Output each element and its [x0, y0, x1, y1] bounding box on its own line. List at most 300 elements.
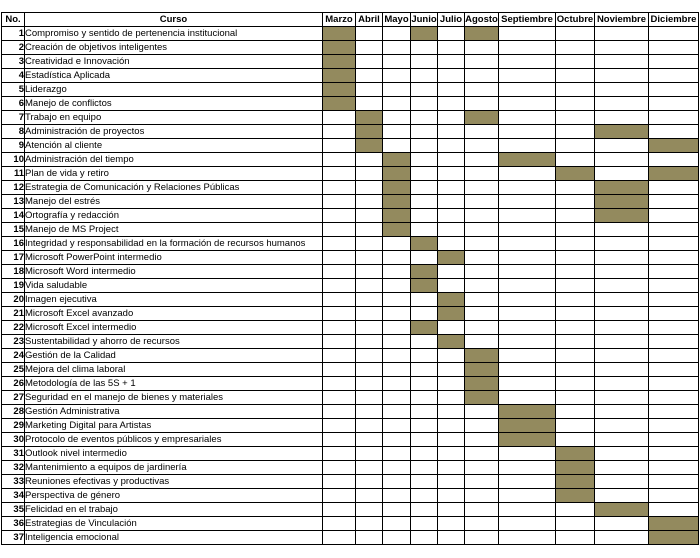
- schedule-cell-julio-scheduled: [438, 335, 465, 349]
- schedule-cell-septiembre: [499, 377, 556, 391]
- row-number: 14: [2, 209, 25, 223]
- course-name: Ortografía y redacción: [25, 209, 323, 223]
- schedule-cell-septiembre-scheduled: [499, 405, 556, 419]
- schedule-cell-mayo: [383, 27, 411, 41]
- row-number: 23: [2, 335, 25, 349]
- schedule-cell-diciembre: [649, 391, 699, 405]
- schedule-cell-diciembre-scheduled: [649, 167, 699, 181]
- schedule-cell-mayo-scheduled: [383, 181, 411, 195]
- schedule-cell-diciembre-scheduled: [649, 139, 699, 153]
- schedule-cell-agosto-scheduled: [465, 349, 499, 363]
- schedule-cell-septiembre: [499, 181, 556, 195]
- schedule-cell-noviembre: [595, 69, 649, 83]
- schedule-cell-junio: [411, 293, 438, 307]
- schedule-cell-noviembre: [595, 349, 649, 363]
- schedule-cell-mayo-scheduled: [383, 167, 411, 181]
- schedule-cell-mayo: [383, 447, 411, 461]
- schedule-cell-mayo-scheduled: [383, 153, 411, 167]
- schedule-cell-diciembre: [649, 237, 699, 251]
- row-number: 36: [2, 517, 25, 531]
- schedule-cell-diciembre: [649, 461, 699, 475]
- schedule-cell-agosto-scheduled: [465, 363, 499, 377]
- schedule-cell-abril: [356, 475, 383, 489]
- schedule-cell-diciembre: [649, 41, 699, 55]
- schedule-cell-septiembre: [499, 503, 556, 517]
- schedule-cell-septiembre: [499, 279, 556, 293]
- header-month-noviembre: Noviembre: [595, 13, 649, 27]
- schedule-cell-marzo: [323, 489, 356, 503]
- schedule-cell-septiembre: [499, 335, 556, 349]
- schedule-cell-junio: [411, 181, 438, 195]
- schedule-cell-julio: [438, 223, 465, 237]
- schedule-cell-marzo: [323, 377, 356, 391]
- schedule-cell-octubre: [556, 69, 595, 83]
- schedule-cell-octubre: [556, 293, 595, 307]
- schedule-cell-mayo: [383, 293, 411, 307]
- header-month-junio: Junio: [411, 14, 437, 25]
- schedule-cell-junio: [411, 307, 438, 321]
- schedule-cell-octubre: [556, 363, 595, 377]
- schedule-cell-diciembre: [649, 489, 699, 503]
- schedule-cell-diciembre: [649, 433, 699, 447]
- row-number: 5: [2, 83, 25, 97]
- schedule-cell-marzo: [323, 503, 356, 517]
- schedule-cell-abril: [356, 265, 383, 279]
- schedule-cell-abril: [356, 55, 383, 69]
- schedule-cell-octubre: [556, 111, 595, 125]
- schedule-cell-marzo: [323, 251, 356, 265]
- schedule-cell-junio: [411, 363, 438, 377]
- schedule-cell-abril: [356, 489, 383, 503]
- course-name: Vida saludable: [25, 279, 323, 293]
- schedule-cell-septiembre: [499, 321, 556, 335]
- schedule-cell-agosto: [465, 55, 499, 69]
- schedule-cell-julio: [438, 41, 465, 55]
- schedule-cell-mayo: [383, 475, 411, 489]
- schedule-cell-septiembre: [499, 251, 556, 265]
- schedule-cell-julio: [438, 139, 465, 153]
- table-row: [2, 433, 699, 447]
- table-row: [2, 531, 699, 545]
- schedule-cell-noviembre: [595, 433, 649, 447]
- schedule-cell-diciembre: [649, 251, 699, 265]
- table-row: [2, 223, 699, 237]
- table-row: [2, 391, 699, 405]
- course-name: Creación de objetivos inteligentes: [25, 41, 323, 55]
- schedule-cell-diciembre: [649, 475, 699, 489]
- schedule-cell-julio: [438, 377, 465, 391]
- row-number: 6: [2, 97, 25, 111]
- course-name: Manejo del estrés: [25, 195, 323, 209]
- row-number: 35: [2, 503, 25, 517]
- schedule-cell-marzo: [323, 363, 356, 377]
- row-number: 15: [2, 223, 25, 237]
- schedule-cell-septiembre: [499, 265, 556, 279]
- table-row: [2, 349, 699, 363]
- schedule-cell-agosto: [465, 461, 499, 475]
- schedule-cell-mayo: [383, 83, 411, 97]
- schedule-cell-agosto: [465, 307, 499, 321]
- schedule-cell-diciembre: [649, 377, 699, 391]
- schedule-cell-abril: [356, 293, 383, 307]
- table-row: [2, 195, 699, 209]
- schedule-cell-noviembre: [595, 517, 649, 531]
- schedule-cell-septiembre: [499, 391, 556, 405]
- row-number: 17: [2, 251, 25, 265]
- schedule-cell-marzo: [323, 111, 356, 125]
- schedule-cell-julio: [438, 349, 465, 363]
- schedule-cell-noviembre: [595, 27, 649, 41]
- table-row: [2, 167, 699, 181]
- course-name: Estadística Aplicada: [25, 69, 323, 83]
- schedule-cell-junio: [411, 153, 438, 167]
- schedule-cell-septiembre: [499, 139, 556, 153]
- schedule-cell-agosto-scheduled: [465, 391, 499, 405]
- schedule-cell-octubre: [556, 307, 595, 321]
- schedule-cell-agosto: [465, 251, 499, 265]
- schedule-cell-septiembre: [499, 349, 556, 363]
- row-number: 22: [2, 321, 25, 335]
- schedule-cell-diciembre: [649, 83, 699, 97]
- schedule-cell-octubre-scheduled: [556, 475, 595, 489]
- schedule-cell-octubre: [556, 531, 595, 545]
- schedule-cell-junio: [411, 433, 438, 447]
- schedule-cell-octubre: [556, 209, 595, 223]
- schedule-cell-julio: [438, 321, 465, 335]
- row-number: 9: [2, 139, 25, 153]
- schedule-cell-mayo: [383, 55, 411, 69]
- schedule-cell-junio-scheduled: [411, 27, 438, 41]
- schedule-cell-junio: [411, 461, 438, 475]
- course-name: Seguridad en el manejo de bienes y materiales: [25, 391, 323, 405]
- schedule-cell-julio: [438, 111, 465, 125]
- schedule-cell-septiembre-scheduled: [499, 419, 556, 433]
- schedule-cell-junio: [411, 111, 438, 125]
- schedule-cell-septiembre-scheduled: [499, 153, 556, 167]
- schedule-cell-octubre: [556, 27, 595, 41]
- schedule-cell-mayo: [383, 321, 411, 335]
- schedule-cell-septiembre: [499, 41, 556, 55]
- schedule-cell-junio: [411, 335, 438, 349]
- schedule-cell-julio: [438, 475, 465, 489]
- schedule-cell-mayo: [383, 125, 411, 139]
- schedule-cell-junio-scheduled: [411, 279, 438, 293]
- schedule-cell-julio: [438, 125, 465, 139]
- schedule-cell-julio: [438, 237, 465, 251]
- schedule-cell-noviembre: [595, 335, 649, 349]
- schedule-cell-diciembre: [649, 419, 699, 433]
- schedule-cell-abril: [356, 307, 383, 321]
- schedule-cell-octubre: [556, 419, 595, 433]
- course-name: Microsoft Word intermedio: [25, 265, 323, 279]
- schedule-cell-junio: [411, 517, 438, 531]
- schedule-cell-diciembre: [649, 335, 699, 349]
- schedule-cell-julio: [438, 461, 465, 475]
- schedule-cell-octubre: [556, 237, 595, 251]
- schedule-cell-marzo: [323, 461, 356, 475]
- schedule-cell-julio: [438, 391, 465, 405]
- row-number: 19: [2, 279, 25, 293]
- schedule-cell-octubre-scheduled: [556, 489, 595, 503]
- schedule-cell-agosto: [465, 209, 499, 223]
- schedule-cell-agosto: [465, 293, 499, 307]
- schedule-cell-mayo: [383, 279, 411, 293]
- schedule-cell-abril-scheduled: [356, 111, 383, 125]
- schedule-cell-octubre: [556, 503, 595, 517]
- schedule-cell-agosto: [465, 433, 499, 447]
- schedule-cell-junio: [411, 55, 438, 69]
- schedule-cell-octubre: [556, 153, 595, 167]
- schedule-cell-junio: [411, 489, 438, 503]
- schedule-cell-septiembre: [499, 167, 556, 181]
- schedule-cell-diciembre: [649, 363, 699, 377]
- table-row: [2, 69, 699, 83]
- schedule-cell-marzo: [323, 125, 356, 139]
- header-month-octubre: Octubre: [556, 14, 594, 25]
- schedule-cell-mayo: [383, 419, 411, 433]
- schedule-cell-diciembre: [649, 69, 699, 83]
- schedule-cell-agosto: [465, 167, 499, 181]
- schedule-cell-julio-scheduled: [438, 293, 465, 307]
- row-number: 11: [2, 167, 25, 181]
- schedule-cell-agosto: [465, 41, 499, 55]
- table-row: [2, 125, 699, 139]
- schedule-cell-julio: [438, 531, 465, 545]
- header-no: No.: [2, 13, 25, 27]
- schedule-cell-noviembre: [595, 377, 649, 391]
- schedule-cell-julio: [438, 83, 465, 97]
- schedule-cell-agosto: [465, 489, 499, 503]
- schedule-cell-junio: [411, 503, 438, 517]
- schedule-cell-abril: [356, 377, 383, 391]
- schedule-cell-mayo: [383, 433, 411, 447]
- schedule-cell-noviembre: [595, 293, 649, 307]
- schedule-cell-septiembre: [499, 307, 556, 321]
- schedule-cell-septiembre: [499, 125, 556, 139]
- table-row: [2, 181, 699, 195]
- schedule-cell-agosto-scheduled: [465, 377, 499, 391]
- schedule-cell-agosto: [465, 503, 499, 517]
- schedule-cell-marzo-scheduled: [323, 55, 356, 69]
- schedule-cell-noviembre: [595, 97, 649, 111]
- schedule-cell-septiembre: [499, 27, 556, 41]
- schedule-cell-noviembre: [595, 279, 649, 293]
- schedule-cell-octubre: [556, 125, 595, 139]
- schedule-cell-julio: [438, 55, 465, 69]
- schedule-cell-octubre: [556, 139, 595, 153]
- schedule-cell-mayo: [383, 363, 411, 377]
- schedule-cell-abril: [356, 237, 383, 251]
- schedule-cell-abril-scheduled: [356, 139, 383, 153]
- table-row: [2, 293, 699, 307]
- schedule-cell-octubre: [556, 335, 595, 349]
- schedule-cell-diciembre: [649, 223, 699, 237]
- schedule-cell-marzo: [323, 223, 356, 237]
- schedule-cell-agosto: [465, 531, 499, 545]
- schedule-cell-agosto: [465, 405, 499, 419]
- schedule-cell-noviembre: [595, 405, 649, 419]
- schedule-cell-marzo: [323, 405, 356, 419]
- schedule-cell-diciembre: [649, 55, 699, 69]
- schedule-cell-abril: [356, 461, 383, 475]
- schedule-cell-agosto: [465, 237, 499, 251]
- schedule-cell-julio: [438, 27, 465, 41]
- course-name: Marketing Digital para Artistas: [25, 419, 323, 433]
- row-number: 24: [2, 349, 25, 363]
- schedule-cell-diciembre: [649, 279, 699, 293]
- schedule-cell-agosto: [465, 195, 499, 209]
- schedule-cell-julio: [438, 181, 465, 195]
- table-row: [2, 307, 699, 321]
- schedule-cell-noviembre: [595, 531, 649, 545]
- course-name: Estrategia de Comunicación y Relaciones Públicas: [25, 181, 323, 195]
- schedule-cell-abril: [356, 433, 383, 447]
- schedule-cell-octubre: [556, 377, 595, 391]
- row-number: 16: [2, 237, 25, 251]
- schedule-cell-abril: [356, 83, 383, 97]
- schedule-cell-julio: [438, 433, 465, 447]
- row-number: 25: [2, 363, 25, 377]
- schedule-cell-octubre: [556, 349, 595, 363]
- schedule-cell-diciembre-scheduled: [649, 531, 699, 545]
- schedule-cell-octubre: [556, 279, 595, 293]
- schedule-cell-junio-scheduled: [411, 321, 438, 335]
- schedule-cell-julio: [438, 265, 465, 279]
- schedule-cell-agosto: [465, 419, 499, 433]
- schedule-cell-noviembre: [595, 153, 649, 167]
- schedule-cell-abril: [356, 279, 383, 293]
- row-number: 10: [2, 153, 25, 167]
- table-row: [2, 503, 699, 517]
- schedule-cell-abril: [356, 419, 383, 433]
- schedule-cell-diciembre: [649, 447, 699, 461]
- schedule-cell-mayo: [383, 391, 411, 405]
- row-number: 4: [2, 69, 25, 83]
- course-name: Administración de proyectos: [25, 125, 323, 139]
- schedule-cell-julio: [438, 405, 465, 419]
- schedule-cell-junio: [411, 209, 438, 223]
- schedule-cell-noviembre: [595, 475, 649, 489]
- row-number: 27: [2, 391, 25, 405]
- schedule-cell-abril: [356, 531, 383, 545]
- schedule-cell-abril: [356, 223, 383, 237]
- course-name: Microsoft Excel intermedio: [25, 321, 323, 335]
- schedule-cell-noviembre-scheduled: [595, 195, 649, 209]
- schedule-cell-agosto: [465, 139, 499, 153]
- schedule-cell-mayo: [383, 41, 411, 55]
- course-name: Outlook nivel intermedio: [25, 447, 323, 461]
- schedule-cell-septiembre: [499, 489, 556, 503]
- schedule-cell-junio: [411, 223, 438, 237]
- course-name: Liderazgo: [25, 83, 323, 97]
- schedule-cell-junio-scheduled: [411, 265, 438, 279]
- course-name: Creatividad e Innovación: [25, 55, 323, 69]
- schedule-cell-octubre: [556, 55, 595, 69]
- schedule-cell-noviembre: [595, 167, 649, 181]
- schedule-cell-diciembre: [649, 349, 699, 363]
- row-number: 20: [2, 293, 25, 307]
- header-course: Curso: [25, 13, 323, 27]
- schedule-cell-julio: [438, 97, 465, 111]
- row-number: 32: [2, 461, 25, 475]
- schedule-cell-noviembre: [595, 223, 649, 237]
- schedule-cell-octubre: [556, 405, 595, 419]
- course-name: Mejora del clima laboral: [25, 363, 323, 377]
- schedule-cell-junio: [411, 139, 438, 153]
- course-name: Manejo de MS Project: [25, 223, 323, 237]
- schedule-cell-marzo: [323, 167, 356, 181]
- header-row: [2, 13, 699, 27]
- schedule-cell-octubre-scheduled: [556, 447, 595, 461]
- schedule-cell-marzo: [323, 237, 356, 251]
- schedule-cell-octubre: [556, 83, 595, 97]
- table-row: [2, 55, 699, 69]
- table-row: [2, 419, 699, 433]
- table-row: [2, 251, 699, 265]
- schedule-cell-abril: [356, 251, 383, 265]
- course-name: Perspectiva de género: [25, 489, 323, 503]
- schedule-cell-abril: [356, 321, 383, 335]
- schedule-cell-mayo: [383, 265, 411, 279]
- table-row: [2, 377, 699, 391]
- schedule-cell-abril: [356, 517, 383, 531]
- schedule-cell-junio: [411, 391, 438, 405]
- schedule-cell-mayo: [383, 531, 411, 545]
- schedule-cell-agosto: [465, 447, 499, 461]
- schedule-cell-julio-scheduled: [438, 307, 465, 321]
- schedule-cell-noviembre: [595, 391, 649, 405]
- schedule-cell-mayo: [383, 69, 411, 83]
- schedule-cell-mayo: [383, 307, 411, 321]
- schedule-cell-mayo-scheduled: [383, 209, 411, 223]
- schedule-cell-julio-scheduled: [438, 251, 465, 265]
- schedule-cell-marzo: [323, 391, 356, 405]
- schedule-cell-septiembre-scheduled: [499, 433, 556, 447]
- schedule-cell-septiembre: [499, 223, 556, 237]
- schedule-cell-diciembre: [649, 405, 699, 419]
- schedule-cell-mayo: [383, 335, 411, 349]
- schedule-cell-octubre: [556, 517, 595, 531]
- table-row: [2, 335, 699, 349]
- schedule-cell-noviembre-scheduled: [595, 209, 649, 223]
- schedule-cell-julio: [438, 363, 465, 377]
- course-name: Imagen ejecutiva: [25, 293, 323, 307]
- row-number: 3: [2, 55, 25, 69]
- schedule-cell-marzo: [323, 153, 356, 167]
- schedule-cell-marzo: [323, 307, 356, 321]
- table-row: [2, 321, 699, 335]
- schedule-cell-noviembre: [595, 307, 649, 321]
- schedule-cell-agosto: [465, 69, 499, 83]
- row-number: 12: [2, 181, 25, 195]
- schedule-cell-abril-scheduled: [356, 125, 383, 139]
- header-month-agosto: Agosto: [465, 14, 498, 25]
- header-month-abril: Abril: [356, 13, 383, 27]
- schedule-cell-mayo: [383, 489, 411, 503]
- schedule-cell-octubre-scheduled: [556, 461, 595, 475]
- row-number: 31: [2, 447, 25, 461]
- schedule-cell-octubre-scheduled: [556, 167, 595, 181]
- schedule-cell-agosto: [465, 181, 499, 195]
- row-number: 13: [2, 195, 25, 209]
- schedule-cell-marzo-scheduled: [323, 97, 356, 111]
- schedule-cell-abril: [356, 41, 383, 55]
- course-name: Compromiso y sentido de pertenencia institucional: [25, 27, 323, 41]
- row-number: 21: [2, 307, 25, 321]
- schedule-cell-noviembre: [595, 251, 649, 265]
- schedule-cell-octubre: [556, 433, 595, 447]
- schedule-cell-julio: [438, 279, 465, 293]
